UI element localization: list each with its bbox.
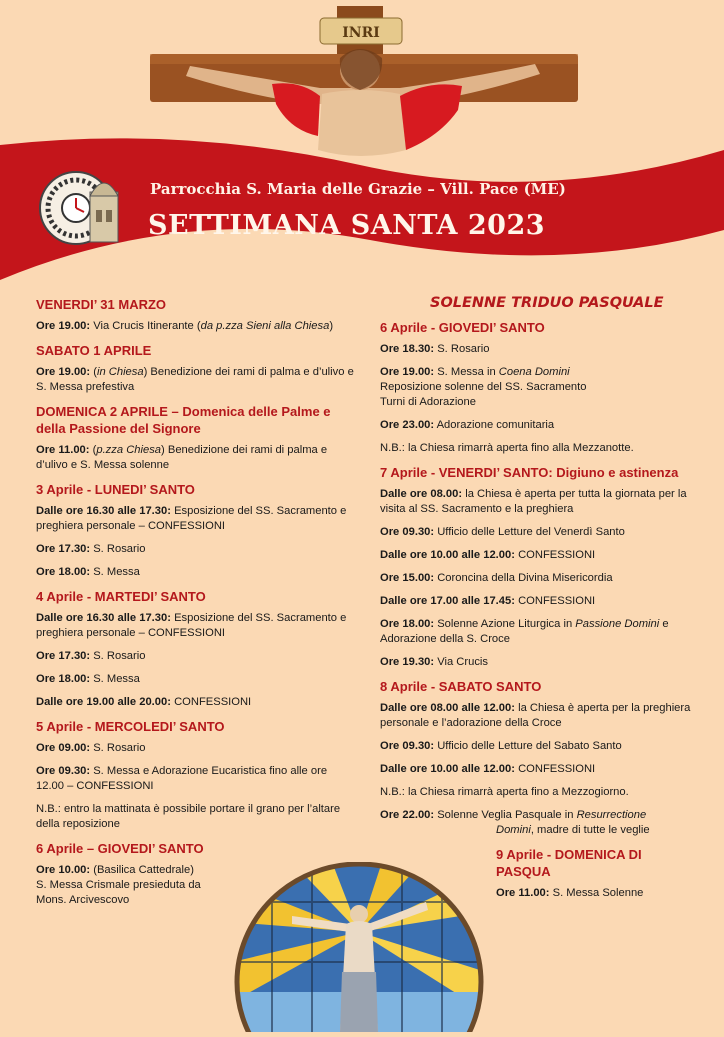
parish-name: Parrocchia S. Maria delle Grazie – Vill. Pace (ME) <box>150 180 566 198</box>
page-title: SETTIMANA SANTA 2023 <box>148 210 546 241</box>
right-column <box>380 296 698 909</box>
section-heading: 7 Aprile - VENERDI’ SANTO: Digiuno e astinenza <box>380 465 679 480</box>
schedule-entry: Ore 09.30: S. Messa e Adorazione Eucaristica fino alle ore 12.00 – CONFESSIONI <box>36 765 328 792</box>
schedule-entry: Ore 15.00: Coroncina della Divina Misericordia <box>380 572 613 584</box>
schedule-entry: Ore 17.30: S. Rosario <box>36 543 146 555</box>
section-heading: 6 Aprile - GIOVEDI’ SANTO <box>380 320 545 335</box>
inri-text: INRI <box>342 25 380 41</box>
section-heading: 5 Aprile - MERCOLEDI’ SANTO <box>36 719 225 734</box>
schedule-entry: Ore 09.30: Ufficio delle Letture del Venerdì Santo <box>380 526 625 538</box>
entry-line: S. Messa Crismale presieduta da <box>36 879 201 891</box>
schedule-entry: Dalle ore 08.00: la Chiesa è aperta per tutta la giornata per la visita al SS. Sacramento e la preghiera <box>380 488 687 515</box>
schedule-entry: Ore 18.00: S. Messa <box>36 566 140 578</box>
triduo-title: SOLENNE TRIDUO PASQUALE <box>430 295 664 311</box>
schedule-entry: Dalle ore 08.00 alle 12.00: la Chiesa è aperta per la preghiera personale e l’adorazione della Croce <box>380 702 691 729</box>
section-heading: 8 Aprile - SABATO SANTO <box>380 679 542 694</box>
note: N.B.: la Chiesa rimarrà aperta fino alla Mezzanotte. <box>380 442 634 454</box>
schedule-entry: Ore 09.30: Ufficio delle Letture del Sabato Santo <box>380 740 622 752</box>
schedule-entry: Ore 22.00: Solenne Veglia Pasquale in Resurrectione Domini, madre di tutte le veglie <box>380 809 650 836</box>
schedule-entry: Ore 19.30: Via Crucis <box>380 656 488 668</box>
schedule-entry: Ore 10.00: (Basilica Cattedrale) <box>36 864 194 876</box>
section-heading: 3 Aprile - LUNEDI’ SANTO <box>36 482 195 497</box>
schedule-entry: Dalle ore 10.00 alle 12.00: CONFESSIONI <box>380 549 596 561</box>
parish-logo <box>38 166 122 250</box>
schedule-entry: Dalle ore 17.00 alle 17.45: CONFESSIONI <box>380 595 596 607</box>
schedule-entry: Ore 18.00: Solenne Azione Liturgica in Passione Domini e Adorazione della S. Croce <box>380 618 669 645</box>
schedule-entry: Ore 18.30: S. Rosario <box>380 343 490 355</box>
schedule-entry: Dalle ore 16.30 alle 17.30: Esposizione del SS. Sacramento e preghiera personale – CONFESSIONI <box>36 612 347 639</box>
section-heading: DOMENICA 2 APRILE – Domenica delle Palme e della Passione del Signore <box>36 404 331 436</box>
note: N.B.: entro la mattinata è possibile portare il grano per l’altare della reposizione <box>36 803 341 830</box>
schedule-entry: Ore 19.00: S. Messa in Coena Domini Reposizione solenne del SS. Sacramento Turni di Adorazione <box>380 366 587 408</box>
schedule-entry: Ore 23.00: Adorazione comunitaria <box>380 419 555 431</box>
section-heading: VENERDI’ 31 MARZO <box>36 297 167 312</box>
schedule-entry: Ore 11.00: S. Messa Solenne <box>496 887 644 899</box>
section-heading: 6 Aprile – GIOVEDI’ SANTO <box>36 841 204 856</box>
schedule-entry: Ore 17.30: S. Rosario <box>36 650 146 662</box>
schedule-entry: Ore 18.00: S. Messa <box>36 673 140 685</box>
left-column <box>36 296 354 908</box>
section-heading: 9 Aprile - DOMENICA DI PASQUA <box>496 847 642 879</box>
schedule-entry: Ore 09.00: S. Rosario <box>36 742 146 754</box>
section-heading: 4 Aprile - MARTEDI’ SANTO <box>36 589 206 604</box>
header-banner <box>0 0 724 300</box>
schedule-entry: Ore 11.00: (p.zza Chiesa) Benedizione dei rami di palma e d’ulivo e S. Messa solenne <box>36 444 328 471</box>
schedule-entry: Ore 19.00: (in Chiesa) Benedizione dei rami di palma e d’ulivo e S. Messa prefestiva <box>36 366 354 393</box>
schedule-entry: Dalle ore 19.00 alle 20.00: CONFESSIONI <box>36 696 252 708</box>
note: N.B.: la Chiesa rimarrà aperta fino a Mezzogiorno. <box>380 786 629 798</box>
entry-line: Mons. Arcivescovo <box>36 894 130 906</box>
schedule-entry: Ore 19.00: Via Crucis Itinerante (da p.zza Sieni alla Chiesa) <box>36 320 334 332</box>
schedule-entry: Dalle ore 16.30 alle 17.30: Esposizione del SS. Sacramento e preghiera personale – CONFESSIONI <box>36 505 347 532</box>
section-heading: SABATO 1 APRILE <box>36 343 152 358</box>
banner-graphic <box>0 0 724 300</box>
schedule-entry: Dalle ore 10.00 alle 12.00: CONFESSIONI <box>380 763 596 775</box>
stained-glass-window <box>232 862 486 1032</box>
